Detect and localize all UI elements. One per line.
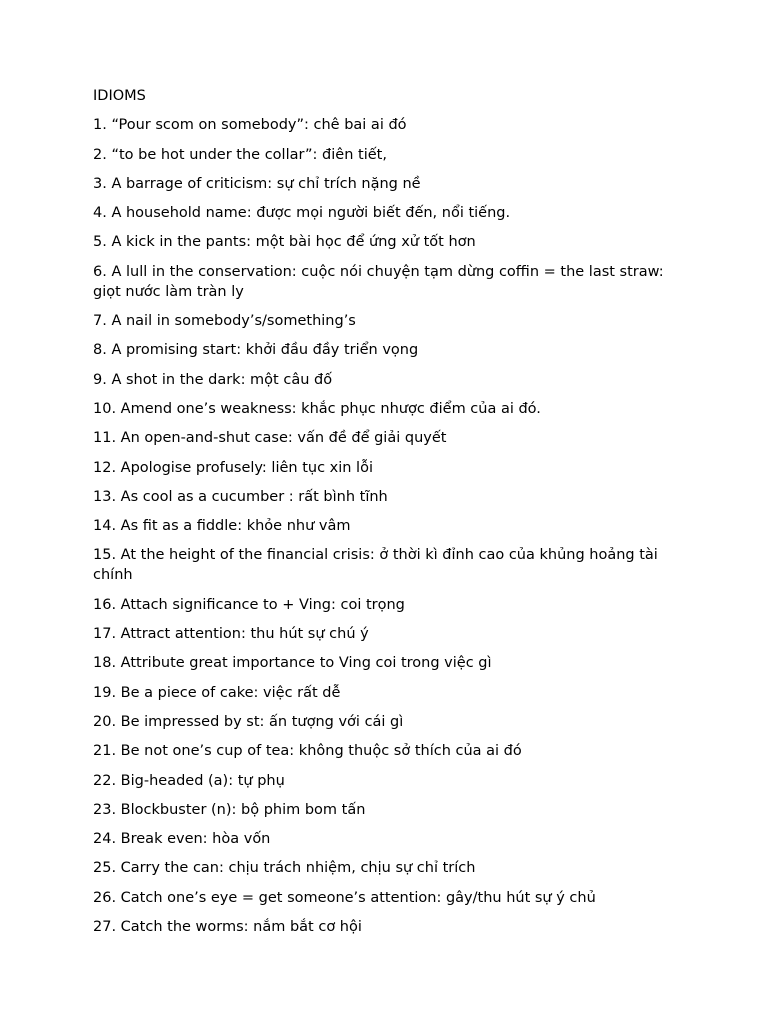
list-item: 8. A promising start: khởi đầu đầy triển vọng [93, 342, 419, 359]
list-item: 22. Big-headed (a): tự phụ [93, 772, 285, 789]
document-content [93, 86, 683, 946]
list-item: 16. Attach significance to + Ving: coi trọng [93, 596, 405, 613]
list-item: 17. Attract attention: thu hút sự chú ý [93, 626, 369, 643]
list-item: 18. Attribute great importance to Ving coi trong việc gì [93, 655, 492, 672]
list-item: 13. As cool as a cucumber : rất bình tĩnh [93, 488, 388, 505]
list-item: 9. A shot in the dark: một câu đố [93, 371, 333, 388]
list-item: 23. Blockbuster (n): bộ phim bom tấn [93, 801, 366, 818]
list-item: 26. Catch one’s eye = get someone’s attention: gây/thu hút sự ý chủ [93, 889, 596, 906]
list-item: 11. An open-and-shut case: vấn đề để giải quyết [93, 430, 447, 447]
list-item: 14. As fit as a fiddle: khỏe như vâm [93, 518, 351, 535]
list-item: 6. A lull in the conservation: cuộc nói chuyện tạm dừng coffin = the last straw: giọt nước làm tràn ly [93, 263, 664, 300]
list-item: 20. Be impressed by st: ấn tượng với cái gì [93, 713, 404, 730]
list-item: 1. “Pour scom on somebody”: chê bai ai đó [93, 117, 407, 134]
list-item: 5. A kick in the pants: một bài học để ứng xử tốt hơn [93, 234, 476, 251]
list-item: 3. A barrage of criticism: sự chỉ trích nặng nề [93, 175, 421, 192]
list-item: 2. “to be hot under the collar”: điên tiết, [93, 146, 387, 163]
list-item: 4. A household name: được mọi người biết đến, nổi tiếng. [93, 205, 511, 222]
list-item: 15. At the height of the financial crisis: ở thời kì đỉnh cao của khủng hoảng tài chính [93, 547, 658, 584]
list-item: 19. Be a piece of cake: việc rất dễ [93, 684, 341, 701]
list-item: 10. Amend one’s weakness: khắc phục nhược điểm của ai đó. [93, 400, 541, 417]
idiom-list [93, 115, 683, 937]
list-item: 21. Be not one’s cup of tea: không thuộc sở thích của ai đó [93, 743, 522, 760]
list-item: 12. Apologise profusely: liên tục xin lỗi [93, 459, 373, 476]
list-item: 27. Catch the worms: nắm bắt cơ hội [93, 919, 362, 936]
list-item: 25. Carry the can: chịu trách nhiệm, chịu sự chỉ trích [93, 860, 476, 877]
document-title: IDIOMS [93, 88, 146, 104]
list-item: 7. A nail in somebody’s/something’s [93, 313, 356, 330]
list-item: 24. Break even: hòa vốn [93, 831, 271, 848]
